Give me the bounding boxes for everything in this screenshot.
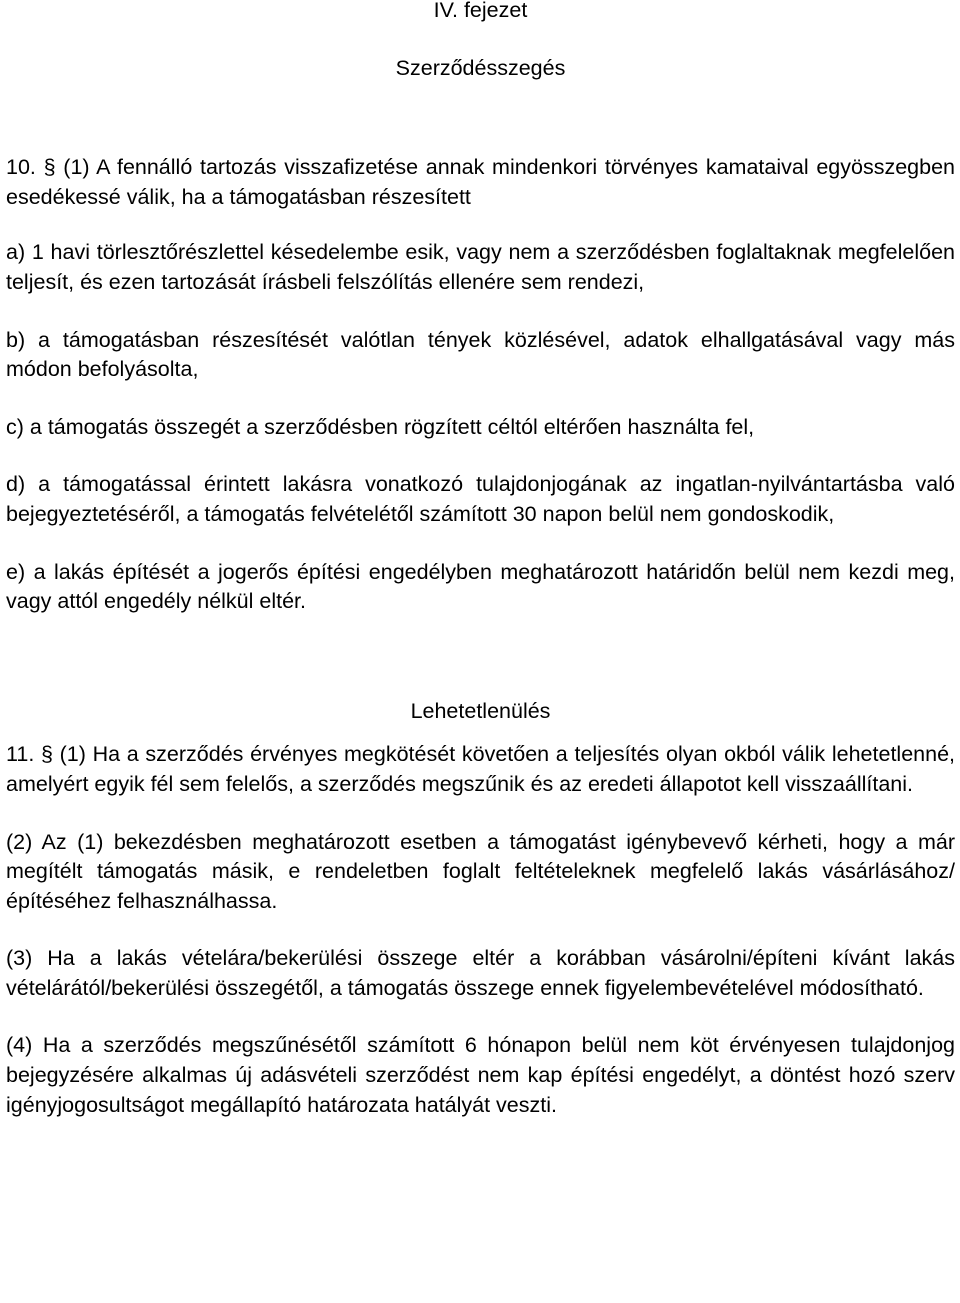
document-page — [6, 0, 955, 1120]
section-heading-impossibility: Lehetetlenülés — [410, 698, 551, 723]
chapter-title: Szerződésszegés — [395, 55, 566, 80]
section-10-intro: 10. § (1) A fennálló tartozás visszafizetése annak mindenkori törvényes kamataival egyösszegben esedékessé válik, ha a támogatásban részesített — [6, 155, 955, 209]
section-10-item-b: b) a támogatásban részesítését valótlan tények közlésével, adatok elhallgatásával vagy más módon befolyásolta, — [6, 327, 955, 382]
section-10-item-e: e) a lakás építését a jogerős építési engedélyben meghatározott határidőn belül nem kezdi meg, vagy attól engedély nélkül eltér. — [6, 559, 955, 614]
section-11-paragraph-3: (3) Ha a lakás vételára/bekerülési összege eltér a korábban vásárolni/építeni kívánt lakás vételárától/bekerülési összegétől, a támogatás összege ennek figyelembevételével módosítható. — [6, 946, 955, 1000]
chapter-heading: IV. fejezet — [433, 0, 528, 22]
section-11-paragraph-2: (2) Az (1) bekezdésben meghatározott esetben a támogatást igénybevevő kérheti, hogy a már megítélt támogatás másik, e rendeletben foglalt feltételeknek megfelelő lakás vásárlásához/építéséhez felhasználhassa. — [6, 829, 955, 913]
section-11-paragraph-1: 11. § (1) Ha a szerződés érvényes megkötését követően a teljesítés olyan okból válik lehetetlenné, amelyért egyik fél sem felelős, a szerződés megszűnik és az eredeti állapotot kell visszaállítani. — [6, 742, 955, 796]
section-10-item-c: c) a támogatás összegét a szerződésben rögzített céltól eltérően használta fel, — [6, 414, 755, 439]
section-10-item-a: a) 1 havi törlesztőrészlettel késedelembe esik, vagy nem a szerződésben foglaltaknak megfelelően teljesít, és ezen tartozását írásbeli felszólítás ellenére sem rendezi, — [6, 240, 955, 294]
section-11-paragraph-4: (4) Ha a szerződés megszűnésétől számított 6 hónapon belül nem köt érvényesen tulajdonjog bejegyzésére alkalmas új adásvételi szerződést nem kap építési engedélyt, a döntést hozó szerv igényjogosultságot megállapító határozata hatályát veszti. — [6, 1033, 955, 1117]
section-10-item-d: d) a támogatással érintett lakásra vonatkozó tulajdonjogának az ingatlan-nyilvántartásba való bejegyeztetéséről, a támogatás felvételétől számított 30 napon belül nem gondoskodik, — [6, 472, 955, 526]
